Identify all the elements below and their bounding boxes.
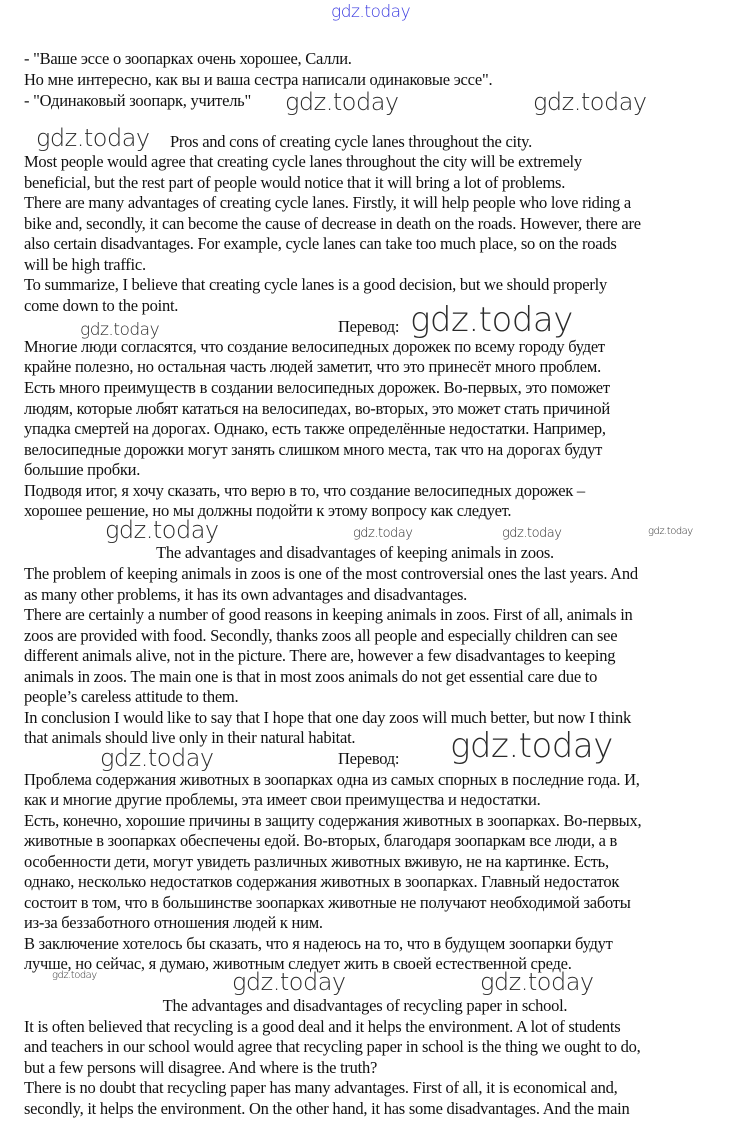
watermark: gdz.today — [232, 968, 346, 996]
essay3-line: secondly, it helps the environment. On the other hand, it has some disadvantages. And the main — [24, 1099, 630, 1118]
translation-label: Перевод: — [338, 317, 400, 336]
essay2-translation-line: как и многие другие проблемы, эта имеет свои преимущества и недостатки. — [24, 790, 541, 809]
essay2-translation-line: животные в зоопарках обеспечены едой. Во-вторых, благодаря зоопаркам все люди, а в — [24, 831, 618, 850]
watermark: gdz.today — [80, 320, 160, 340]
watermark: gdz.today — [353, 526, 413, 541]
essay1-line: Most people would agree that creating cycle lanes throughout the city will be extremely — [24, 152, 582, 171]
essay1-line: come down to the point. — [24, 296, 179, 315]
essay3-line: but a few persons will disagree. And where is the truth? — [24, 1058, 378, 1077]
essay1-translation-line: большие пробки. — [24, 460, 141, 479]
essay1-translation-line: Многие люди согласятся, что создание велосипедных дорожек по всему городу будет — [24, 337, 605, 356]
essay1-translation-line: упадка смертей на дорогах. Однако, есть также определённые недостатки. Например, — [24, 419, 606, 438]
dialogue-line: - "Одинаковый зоопарк, учитель" — [24, 91, 251, 110]
essay2-line: different animals alive, not in the picture. There are, however a few disadvantages to keeping — [24, 646, 616, 665]
watermark: gdz.today — [450, 726, 613, 766]
essay2-line: people’s careless attitude to them. — [24, 687, 239, 706]
watermark: gdz.today — [410, 300, 573, 340]
essay3-title: The advantages and disadvantages of recycling paper in school. — [162, 996, 568, 1015]
essay1-translation-line: людям, которые любят кататься на велосипедах, во-вторых, это может стать причиной — [24, 399, 610, 418]
essay2-translation-line: состоит в том, что в большинстве зоопарках животные не получают необходимой заботы — [24, 893, 631, 912]
watermark: gdz.today — [100, 744, 214, 772]
watermark: gdz.today — [36, 124, 150, 152]
essay2-line: animals in zoos. The main one is that in most zoos animals do not get essential care due to — [24, 667, 598, 686]
watermark: gdz.today — [533, 88, 647, 116]
essay2-translation-line: Есть, конечно, хорошие причины в защиту содержания животных в зоопарках. Во-первых, — [24, 811, 642, 830]
watermark: gdz.today — [502, 526, 562, 541]
essay2-translation-line: однако, несколько недостатков содержания животных в зоопарках. Главный недостаток — [24, 872, 620, 891]
essay2-line: The problem of keeping animals in zoos is one of the most controversial ones the last years. And — [24, 564, 638, 583]
watermark: gdz.today — [648, 526, 693, 537]
essay3-line: and teachers in our school would agree that recycling paper in school is the thing we ought to do, — [24, 1037, 641, 1056]
essay2-translation-line: лучше, но сейчас, я думаю, животным следует жить в своей естественной среде. — [24, 954, 572, 973]
dialogue-line: Но мне интересно, как вы и ваша сестра написали одинаковые эссе". — [24, 70, 493, 89]
essay1-line: also certain disadvantages. For example, cycle lanes can take too much place, so on the roads — [24, 234, 617, 253]
essay2-line: In conclusion I would like to say that I hope that one day zoos will much better, but now I think — [24, 708, 632, 727]
essay3-line: There is no doubt that recycling paper has many advantages. First of all, it is economical and, — [24, 1078, 618, 1097]
translation-label: Перевод: — [338, 749, 400, 768]
essay2-line: as many other problems, it has its own advantages and disadvantages. — [24, 585, 468, 604]
essay1-translation-line: хорошее решение, но мы должны подойти к этому вопросу как следует. — [24, 501, 512, 520]
essay2-line: zoos are provided with food. Secondly, thanks zoos all people and especially children can see — [24, 626, 618, 645]
essay2-translation-line: Проблема содержания животных в зоопарках одна из самых спорных в последние года. И, — [24, 770, 640, 789]
watermark: gdz.today — [480, 968, 594, 996]
essay2-translation-line: особенности дети, могут увидеть различных животных вживую, не на картинке. Есть, — [24, 852, 609, 871]
essay1-line: will be high traffic. — [24, 255, 146, 274]
essay1-line: To summarize, I believe that creating cycle lanes is a good decision, but we should properly — [24, 275, 607, 294]
essay2-translation-line: В заключение хотелось бы сказать, что я надеюсь на то, что в будущем зоопарки будут — [24, 934, 613, 953]
top-watermark: gdz.today — [331, 2, 411, 22]
essay2-line: that animals should live only in their natural habitat. — [24, 728, 356, 747]
watermark: gdz.today — [105, 516, 219, 544]
essay1-translation-line: велосипедные дорожки могут занять слишком много места, так что на дорогах будут — [24, 440, 603, 459]
essay1-translation-line: крайне полезно, но остальная часть людей заметит, что это принесёт много проблем. — [24, 357, 601, 376]
essay2-line: There are certainly a number of good reasons in keeping animals in zoos. First of all, animals in — [24, 605, 633, 624]
essay1-translation-line: Есть много преимуществ в создании велосипедных дорожек. Во-первых, это поможет — [24, 378, 610, 397]
essay1-title: Pros and cons of creating cycle lanes throughout the city. — [170, 132, 532, 151]
watermark: gdz.today — [52, 970, 97, 981]
essay1-line: bike and, secondly, it can become the cause of decrease in death on the roads. However, there are — [24, 214, 641, 233]
watermark: gdz.today — [285, 88, 399, 116]
dialogue-line: - "Ваше эссе о зоопарках очень хорошее, Салли. — [24, 49, 352, 68]
essay1-line: beneficial, but the rest part of people would notice that it will bring a lot of problems. — [24, 173, 566, 192]
essay1-line: There are many advantages of creating cycle lanes. Firstly, it will help people who love riding a — [24, 193, 631, 212]
essay3-line: It is often believed that recycling is a good deal and it helps the environment. A lot of students — [24, 1017, 621, 1036]
essay2-translation-line: из-за беззаботного отношения людей к ним. — [24, 913, 323, 932]
essay1-translation-line: Подводя итог, я хочу сказать, что верю в то, что создание велосипедных дорожек – — [24, 481, 585, 500]
essay2-title: The advantages and disadvantages of keeping animals in zoos. — [156, 543, 554, 562]
